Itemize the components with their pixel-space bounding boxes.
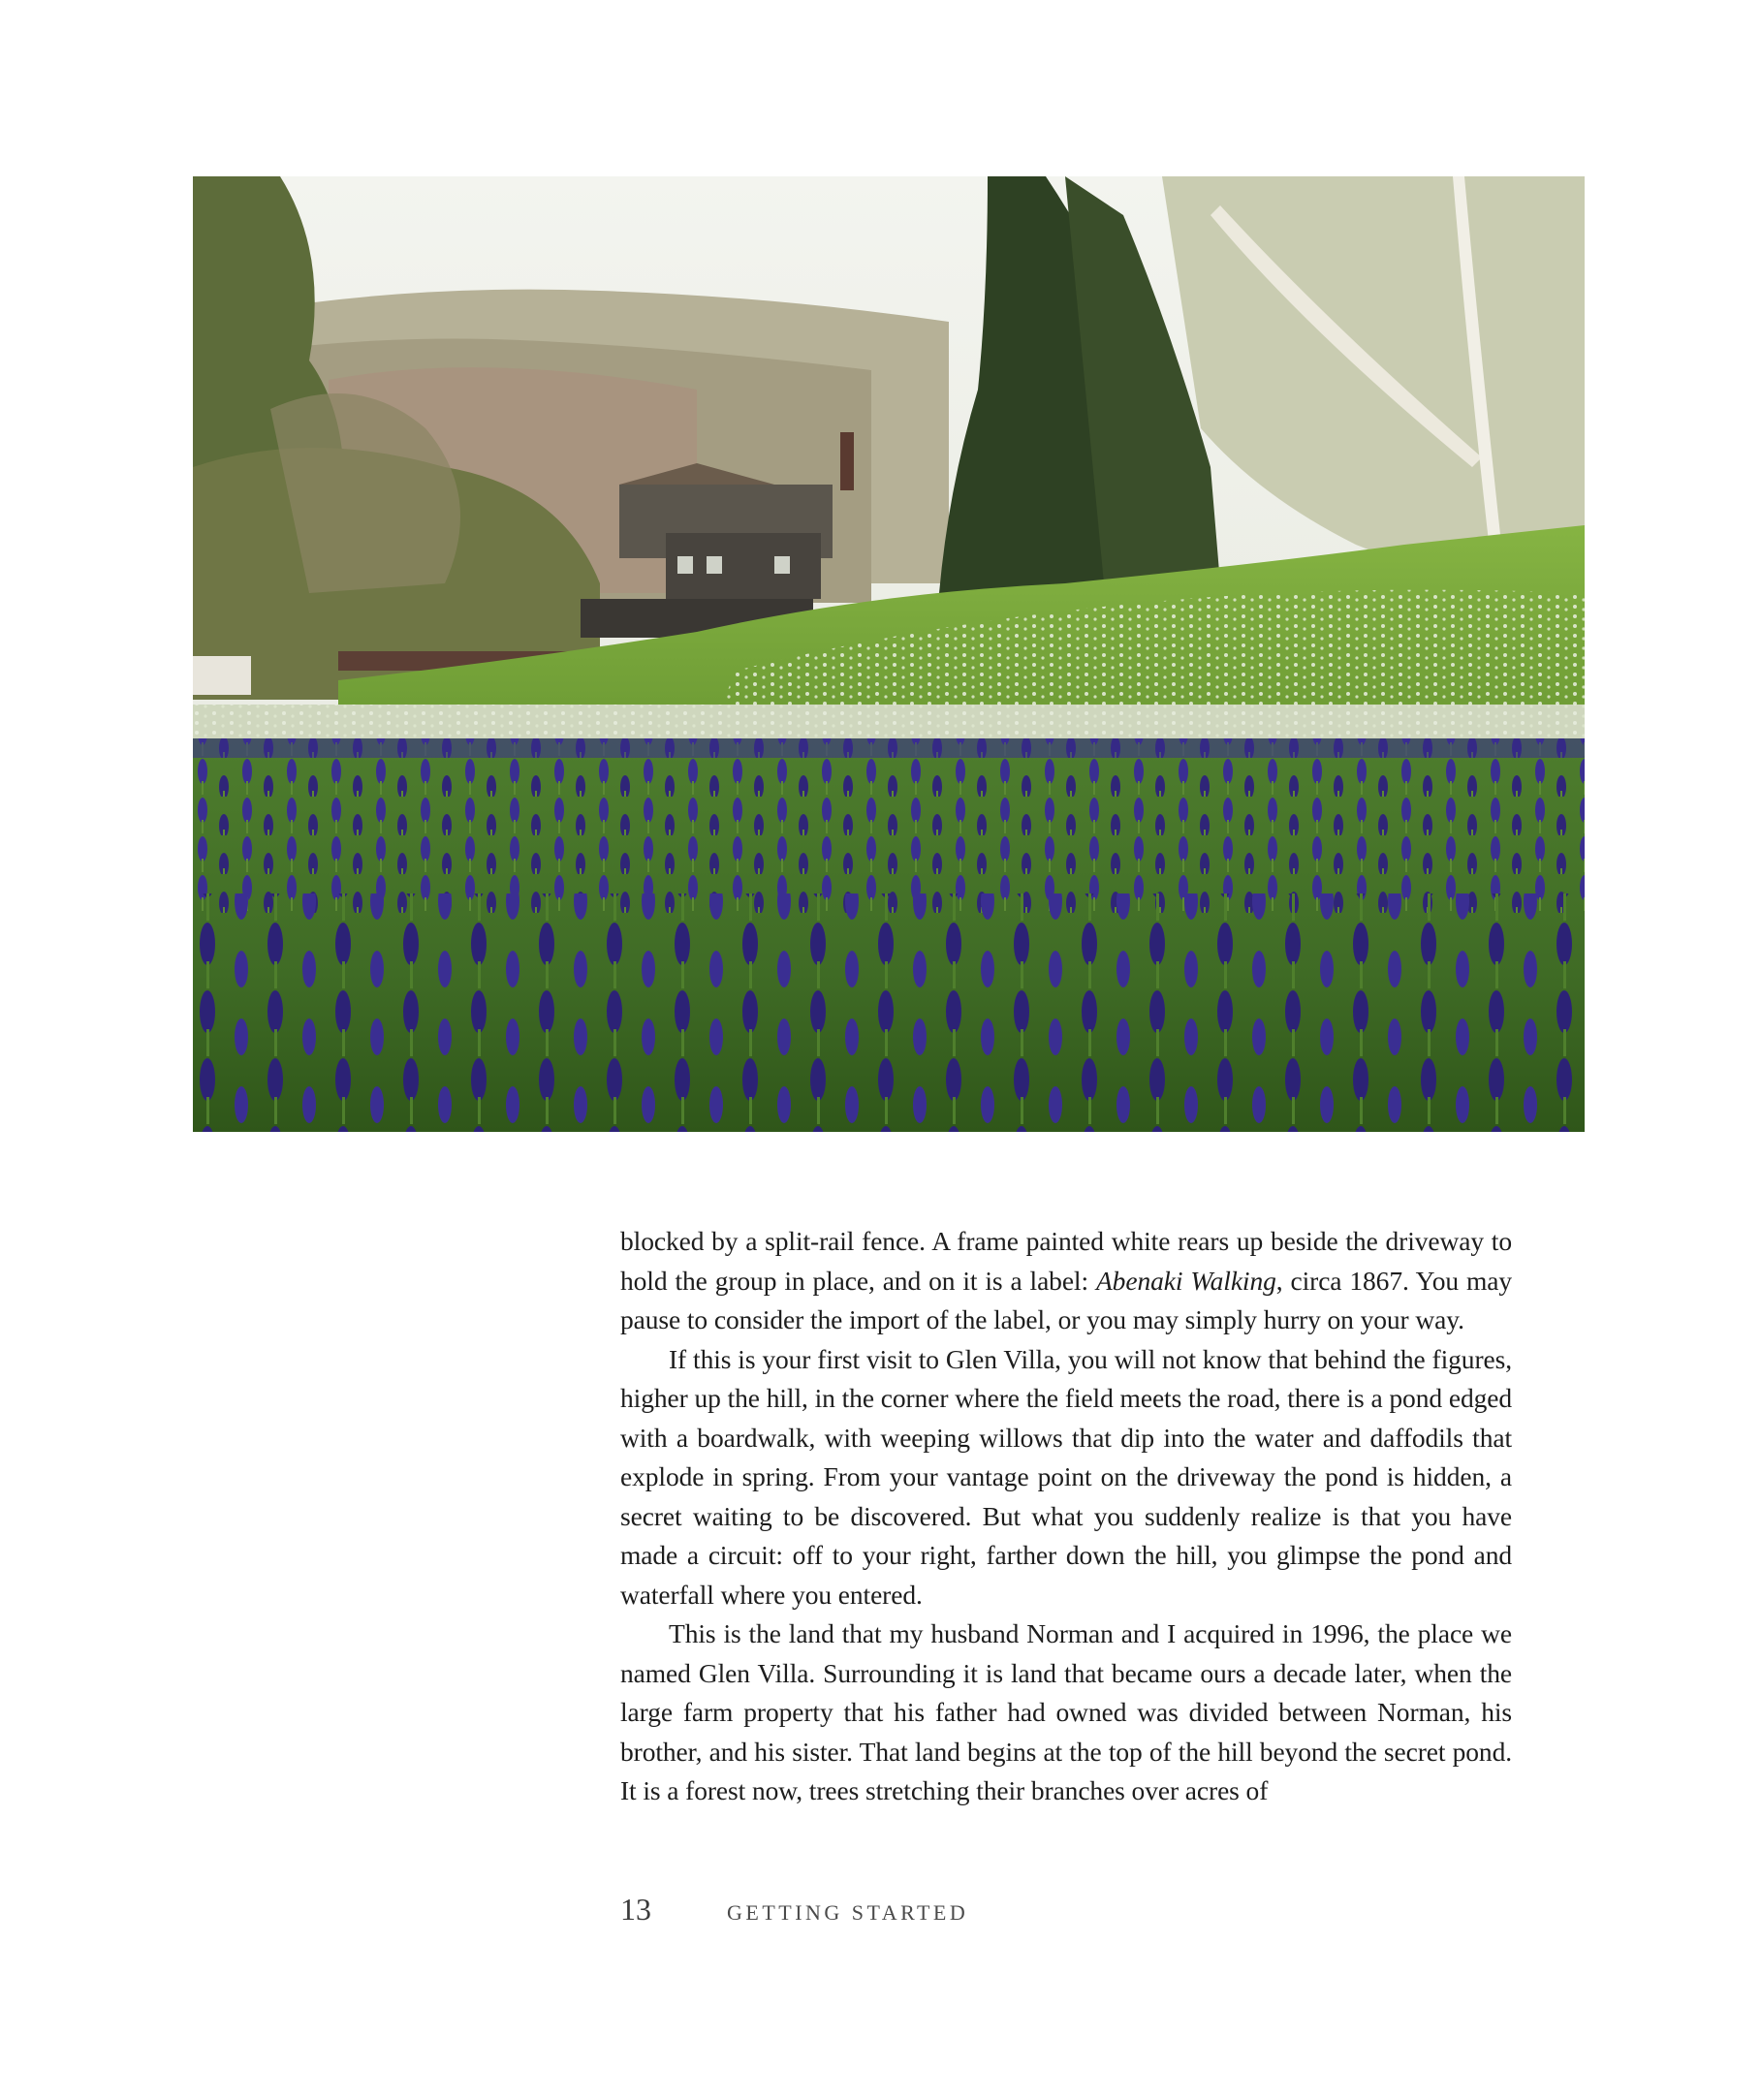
landscape-photo bbox=[193, 176, 1585, 1132]
page-number: 13 bbox=[620, 1892, 651, 1927]
landscape-photo-icon bbox=[193, 176, 1585, 1132]
body-text bbox=[620, 1222, 1512, 1811]
paragraph-1-text-a: blocked by a split-rail fence. A frame painted white rears up beside the driveway to hold the group in place, and on it is a label: bbox=[620, 1226, 1512, 1296]
paragraph-2: If this is your first visit to Glen Villa, you will not know that behind the figures, higher up the hill, in the corner where the field meets the road, there is a pond edged with a boardwalk, with weeping willows that dip into the water and daffodils that explode in spring. From your vantage point on the driveway the pond is hidden, a secret waiting to be discovered. But what you suddenly realize is that you have made a circuit: off to your right, farther down the hill, you glimpse the pond and waterfall where you entered. bbox=[620, 1343, 1512, 1610]
running-head: GETTING STARTED bbox=[727, 1900, 969, 1925]
paragraph-3: This is the land that my husband Norman and I acquired in 1996, the place we named Glen Villa. Surrounding it is land that became ours a decade later, when the large farm property that his father had owned was divided between Norman, his brother, and his sister. That land begins at the top of the hill beyond the secret pond. It is a forest now, trees stretching their branches over acres of bbox=[620, 1618, 1512, 1805]
paragraph-1 bbox=[620, 1222, 1512, 1340]
paragraph-1-text-b: , circa 1867. You may pause to consider the import of the label, or you may simply hurry on your way. bbox=[620, 1265, 1512, 1334]
page-footer bbox=[620, 1892, 968, 1927]
artwork-title: Abenaki Walking bbox=[1095, 1265, 1276, 1296]
